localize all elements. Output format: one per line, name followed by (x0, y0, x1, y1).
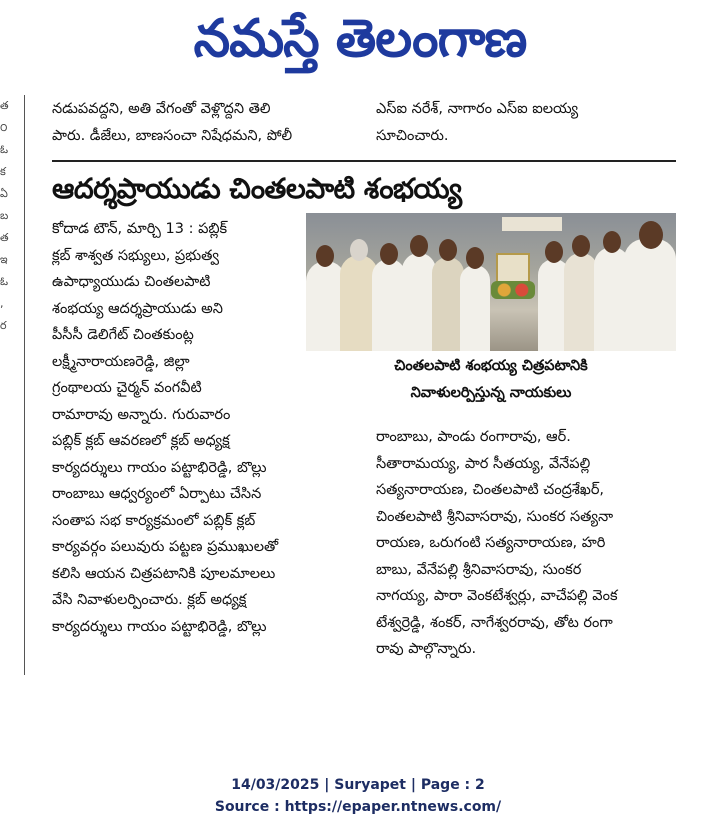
article-body (52, 428, 278, 640)
text-line: పారు. డీజేలు, బాణసంచా నిషేధమని, పోలీ (52, 127, 293, 144)
caption-line: చింతలపాటి శంభయ్య చిత్రపటానికి (394, 358, 588, 374)
text-line: రాంబాబు, పాండు రంగారావు, ఆర్. (376, 429, 571, 445)
edge-char: ఏ (0, 187, 8, 200)
edge-char: త (0, 231, 9, 244)
edge-char: ఓ (0, 275, 9, 288)
adjacent-column-edge (0, 95, 14, 675)
edge-char: క (0, 165, 6, 178)
text-line: వేసి నివాళులర్పించారు. క్లబ్ అధ్యక్ష (52, 592, 247, 608)
text-line: రామారావు అన్నారు. గురువారం (52, 406, 231, 423)
text-line: కార్యవర్గం పలువురు పట్టణ ప్రముఖులతో (52, 539, 279, 555)
text-line: రావు పాల్గొన్నారు. (376, 641, 477, 657)
edge-char: ౦ (0, 121, 8, 134)
edge-char: ఇ (0, 253, 8, 266)
column-divider (24, 95, 25, 675)
article-right-column (376, 424, 618, 663)
text-line: గ్రంథాలయ చైర్మన్ వంగవీటి (52, 380, 202, 396)
text-line: చింతలపాటి శ్రీనివాసరావు, సుంకర సత్యనా (376, 508, 614, 525)
headline-rule (52, 160, 676, 162)
footer-dateline: 14/03/2025 | Suryapet | Page : 2 (231, 777, 485, 793)
text-line: ఉపాధ్యాయుడు చింతలపాటి (52, 274, 211, 290)
edge-char: , (0, 297, 4, 310)
footer-source-link[interactable]: Source : https://epaper.ntnews.com/ (214, 799, 502, 815)
text-line: సీతారామయ్య, పార సీతయ్య, వేనేపల్లి (376, 455, 591, 472)
text-line: శంభయ్య ఆదర్శప్రాయుడు అని (52, 300, 223, 317)
edge-char: ర (0, 319, 7, 332)
edge-char: ఓ (0, 143, 9, 156)
article-left-column (52, 216, 230, 428)
text-line: పీసీసీ డెలిగేట్ చింతకుంట్ల (52, 327, 194, 343)
text-line: ఎస్ఐ నరేశ్, నాగారం ఎస్ఐ ఐలయ్య (376, 101, 579, 117)
text-line: సత్యనారాయణ, చింతలపాటి చంద్రశేఖర్, (376, 482, 605, 498)
photo-caption (306, 353, 676, 411)
top-story-right (376, 96, 578, 149)
epaper-footer (0, 774, 716, 818)
text-line: కోదాడ టౌన్, మార్చి 13 : పబ్లిక్ (52, 221, 228, 237)
masthead-logo: నమస్తే తెలంగాణ (193, 9, 527, 69)
text-line: సంతాప సభ కార్యక్రమంలో పబ్లిక్ క్లబ్ (52, 512, 256, 529)
text-line: నాగయ్య, పారా వెంకటేశ్వర్లు, వాచేపల్లి వెంక (376, 588, 618, 604)
text-line: నడుపవద్దని, అతి వేగంతో వెళ్లొద్దని తెలి (52, 101, 271, 117)
text-line: పబ్లిక్ క్లబ్ ఆవరణలో క్లబ్ అధ్యక్ష (52, 433, 230, 449)
caption-line: నివాళులర్పిస్తున్న నాయకులు (410, 385, 572, 401)
text-line: క్లబ్ శాశ్వత సభ్యులు, ప్రభుత్వ (52, 247, 219, 264)
text-line: బాబు, వేనేపల్లి శ్రీనివాసరావు, సుంకర (376, 561, 582, 578)
text-line: సూచించారు. (376, 127, 449, 144)
top-story-left (52, 96, 292, 149)
text-line: కార్యదర్శులు గాయం పట్టాభిరెడ్డి, బొల్లు (52, 618, 267, 635)
photo-banner (502, 217, 562, 231)
text-line: కార్యదర్శులు గాయం పట్టాభిరెడ్డి, బొల్లు (52, 459, 267, 476)
garland (491, 281, 535, 299)
edge-char: బ (0, 209, 9, 222)
news-photo (306, 213, 676, 351)
edge-char: త (0, 99, 9, 112)
text-line: రాంబాబు ఆధ్వర్యంలో ఏర్పాటు చేసిన (52, 486, 262, 502)
article-headline: ఆదర్శప్రాయుడు చింతలపాటి శంభయ్య (52, 172, 462, 205)
text-line: లక్ష్మీనారాయణరెడ్డి, జిల్లా (52, 353, 190, 370)
text-line: టేశ్వర్రెడ్డి, శంకర్, నాగేశ్వరరావు, తోట రంగా (376, 614, 613, 631)
text-line: రాయణ, ఒరుగంటి సత్యనారాయణ, హరి (376, 535, 606, 551)
text-line: కలిసి ఆయన చిత్రపటానికి పూలమాలలు (52, 565, 276, 582)
